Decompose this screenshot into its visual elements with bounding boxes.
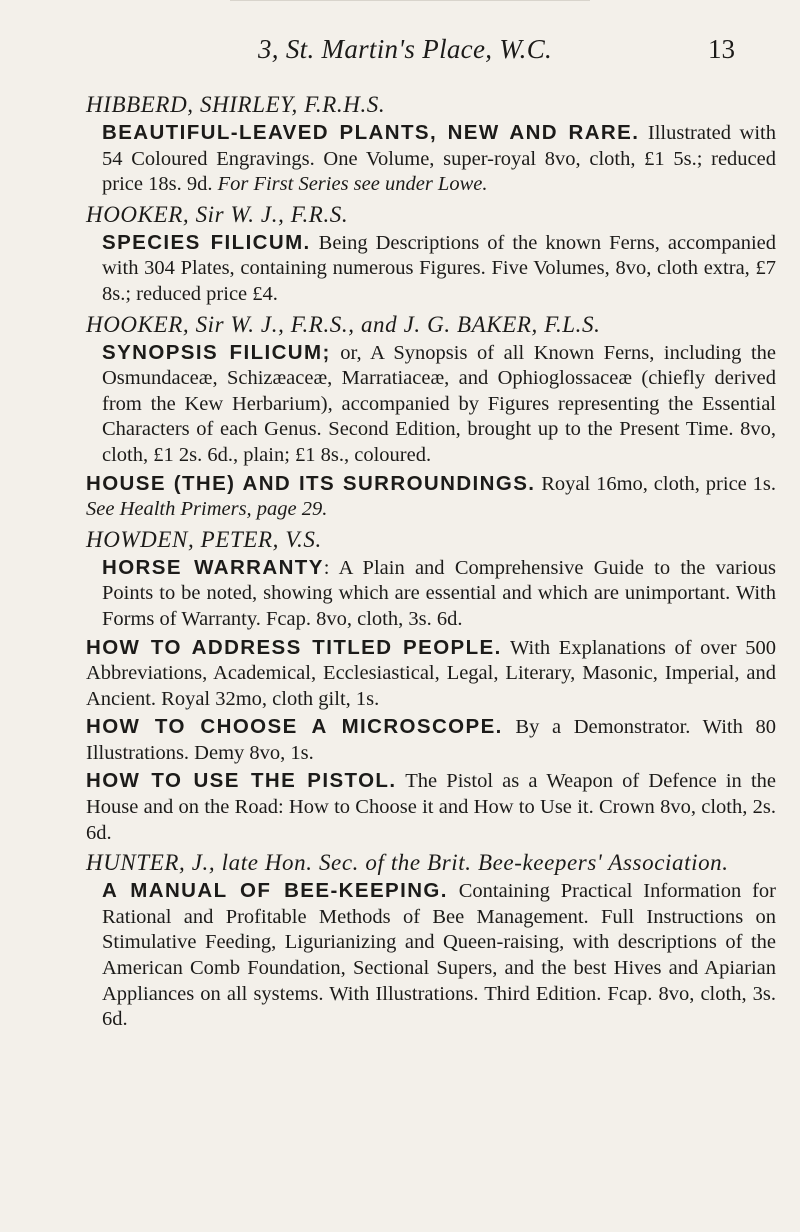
entry-description: Being Descriptions of the known Ferns, accompanied with 304 Plates, containing numerous Figures. Five Volumes, 8vo, cloth extra, £7 8s.; reduced price £4. (102, 231, 776, 305)
entry-description: Illustrated with 54 Coloured Engravings. One Volume, super-royal 8vo, cloth, £1 5s.; reduced price 18s. 9d. (102, 122, 776, 196)
entry-title: HOW TO ADDRESS TITLED PEOPLE. (86, 635, 502, 659)
entry-description: or, A Synopsis of all Known Ferns, including the Osmundaceæ, Schizæaceæ, Marratiaceæ, and Ophioglossaceæ (chiefly derived from the Kew Herbarium), accompanied by Figures representing the Essential Characters of each Genus. Second Edition, brought up to the Present Time. 8vo, cloth, £1 2s. 6d., plain; £1 8s., coloured. (102, 341, 776, 466)
entry-title: SPECIES FILICUM. (102, 230, 311, 254)
entry-description: With Explanations of over 500 Abbreviations, Academical, Ecclesiastical, Legal, Literary, Masonic, Imperial, and Ancient. Royal 32mo, cloth gilt, 1s. (86, 636, 776, 710)
entry-title: HOW TO USE THE PISTOL. (86, 769, 397, 793)
catalogue-entry (86, 471, 776, 523)
catalogue-entry (86, 768, 776, 846)
top-rule (230, 0, 590, 1)
catalogue-entry (86, 200, 776, 308)
page-number: 13 (708, 34, 735, 64)
entry-author: HOWDEN, PETER, V.S. (86, 526, 322, 552)
entry-author: HOOKER, Sir W. J., F.R.S., and J. G. BAKER, F.L.S. (86, 311, 601, 337)
entry-description: The Pistol as a Weapon of Defence in the House and on the Road: How to Choose it and How to Use it. Crown 8vo, cloth, 2s. 6d. (86, 770, 776, 844)
entry-title: HOW TO CHOOSE A MICROSCOPE. (86, 715, 503, 739)
entry-author: HIBBERD, SHIRLEY, F.R.H.S. (86, 92, 386, 117)
catalogue-entry (86, 635, 776, 713)
entry-description: Royal 16mo, cloth, price 1s. (535, 472, 777, 495)
entry-title: HOUSE (THE) AND ITS SURROUNDINGS. (86, 471, 536, 495)
running-head: 3, St. Martin's Place, W.C. (257, 34, 553, 64)
entry-author: HUNTER, J., late Hon. Sec. of the Brit. Bee-keepers' Association. (86, 850, 729, 876)
catalogue-entry (86, 310, 776, 469)
entry-description: Containing Practical Information for Rational and Profitable Methods of Bee Management. Full Instructions on Stimulative Feeding, Ligurianizing and Queen-raising, with descriptions of the American Comb Foundation, Sectional Supers, and the best Hives and Apiarian Appliances on all systems. With Illustrations. Third Edition. Fcap. 8vo, cloth, 3s. 6d. (102, 880, 777, 1031)
entry-title: HORSE WARRANTY (102, 555, 324, 579)
entry-title: BEAUTIFUL-LEAVED PLANTS, NEW AND RARE. (102, 121, 640, 144)
catalogue-entry (86, 714, 776, 766)
entry-note: See Health Primers, page 29. (86, 498, 328, 521)
entry-author: HOOKER, Sir W. J., F.R.S. (86, 201, 349, 227)
entry-title: SYNOPSIS FILICUM; (102, 340, 331, 364)
entry-note: For First Series see under Lowe. (217, 173, 488, 196)
entry-description: : A Plain and Comprehensive Guide to the various Points to be noted, showing which are essential and which are unimportant. With Forms of Warranty. Fcap. 8vo, cloth, 3s. 6d. (102, 556, 776, 630)
catalogue-entry (86, 90, 776, 198)
catalogue-entries (86, 90, 776, 1035)
entry-title: A MANUAL OF BEE-KEEPING. (102, 879, 448, 903)
entry-description: By a Demonstrator. With 80 Illustrations. Demy 8vo, 1s. (86, 716, 776, 764)
catalogue-entry (86, 848, 776, 1033)
catalogue-entry (86, 525, 776, 633)
